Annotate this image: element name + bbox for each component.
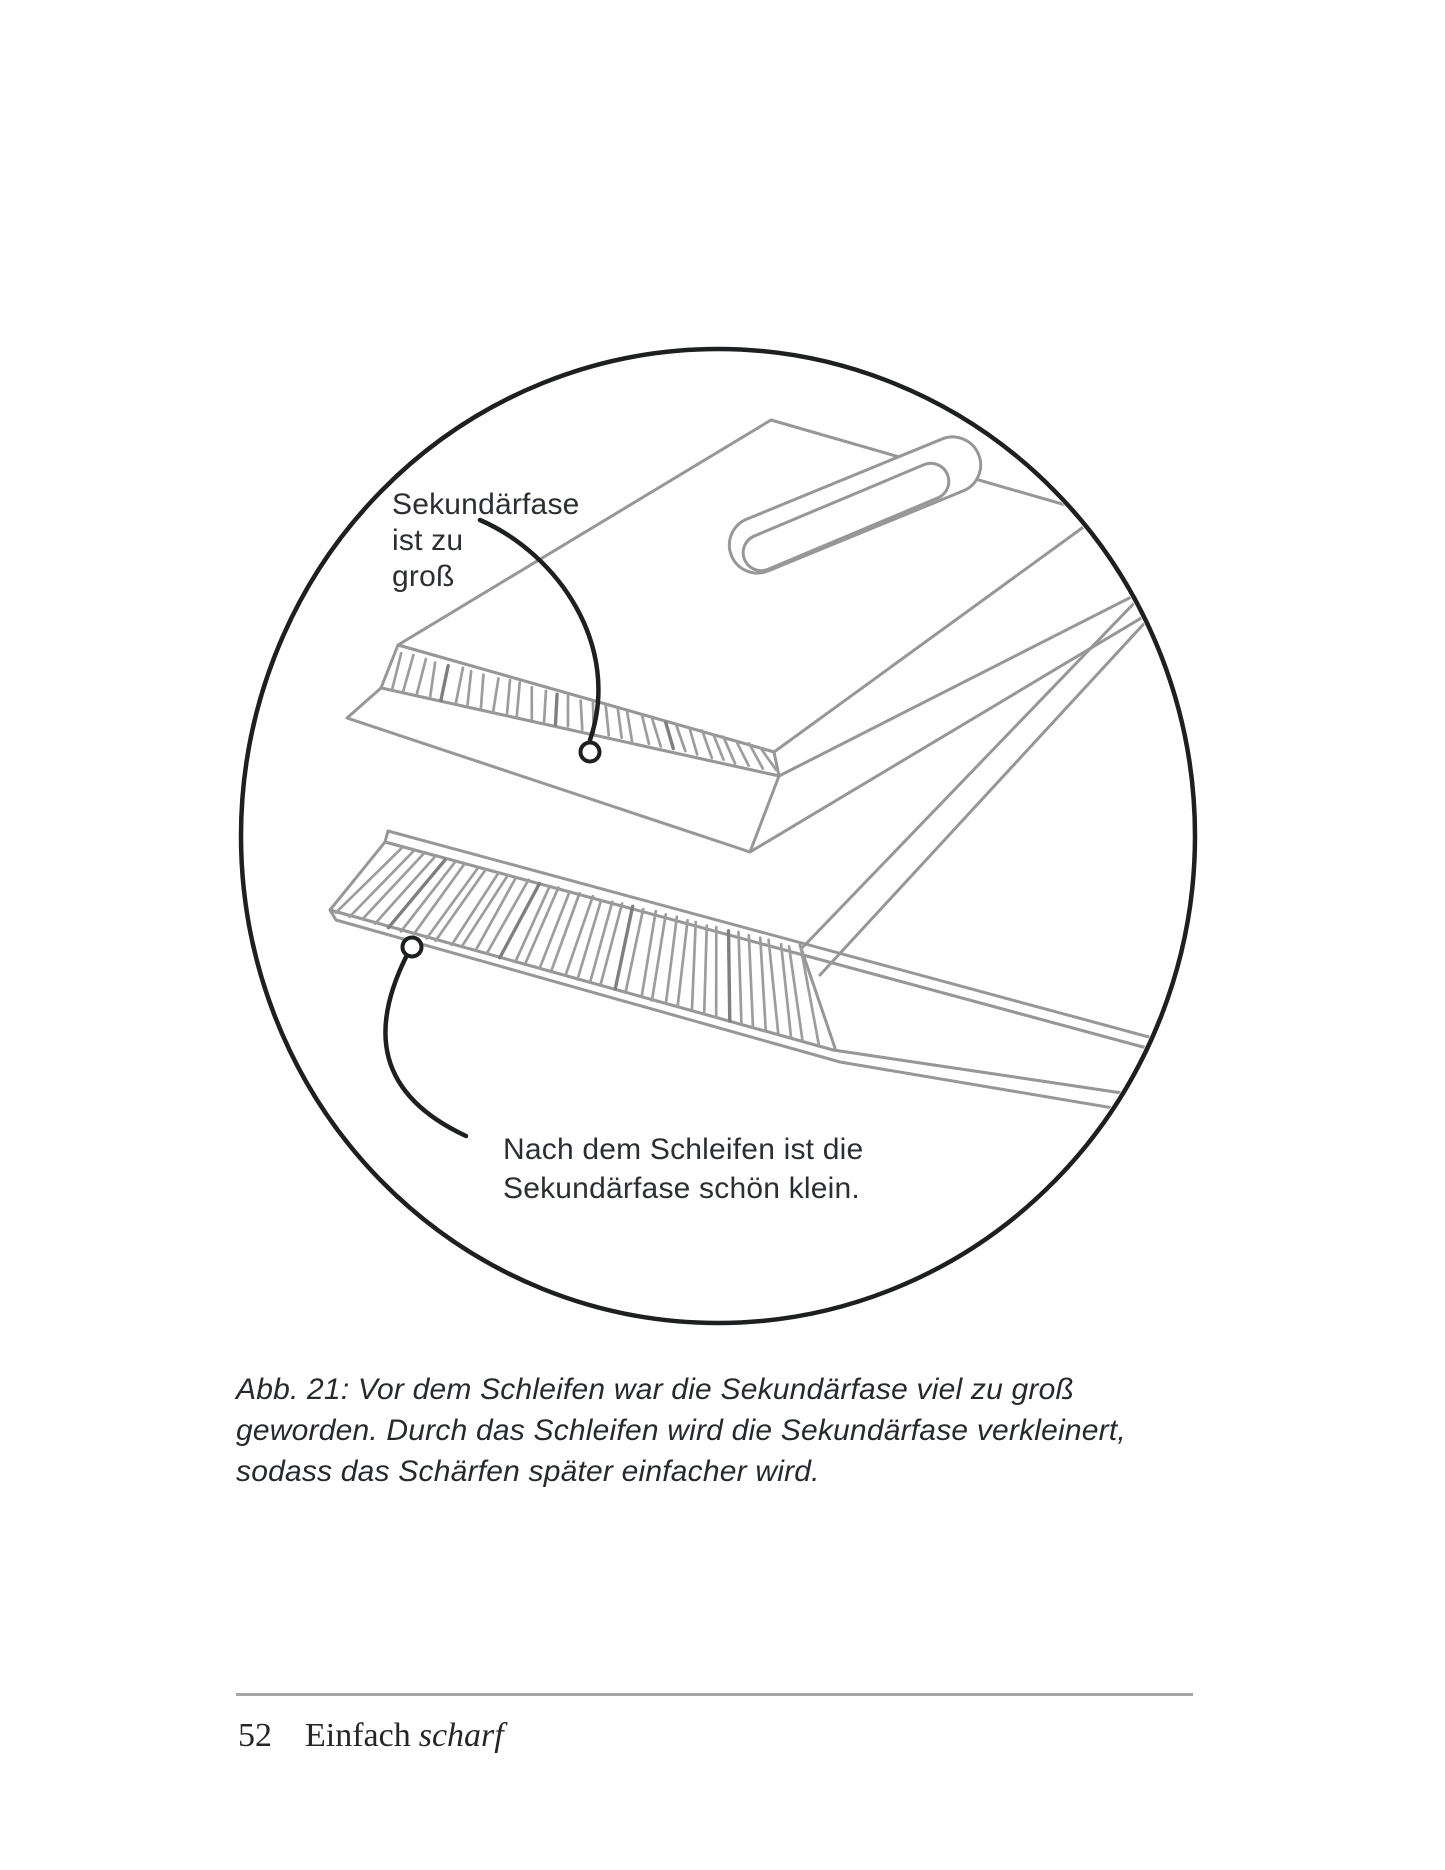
caption-line: sodass das Schärfen später einfacher wird. <box>236 1455 820 1488</box>
label-after-grinding <box>503 1130 863 1208</box>
caption-line: geworden. Durch das Schleifen wird die Sekundärfase verkleinert, <box>236 1414 1126 1447</box>
label-line: Nach dem Schleifen ist die <box>503 1133 864 1166</box>
book-title-italic: scharf <box>418 1717 504 1754</box>
footer-rule <box>236 1693 1193 1696</box>
page-footer <box>238 1717 504 1755</box>
label-line: Sekundärfase schön klein. <box>503 1172 860 1205</box>
label-line: groß <box>392 560 455 593</box>
book-title <box>305 1717 504 1755</box>
label-secondary-bevel-too-big <box>392 487 580 595</box>
label-line: Sekundärfase <box>392 488 580 521</box>
figure-caption <box>236 1369 1126 1492</box>
label-line: ist zu <box>392 524 464 557</box>
book-title-regular: Einfach <box>305 1717 411 1754</box>
caption-line: Abb. 21: Vor dem Schleifen war die Sekundärfase viel zu groß <box>236 1373 1074 1406</box>
page-number: 52 <box>238 1717 272 1754</box>
